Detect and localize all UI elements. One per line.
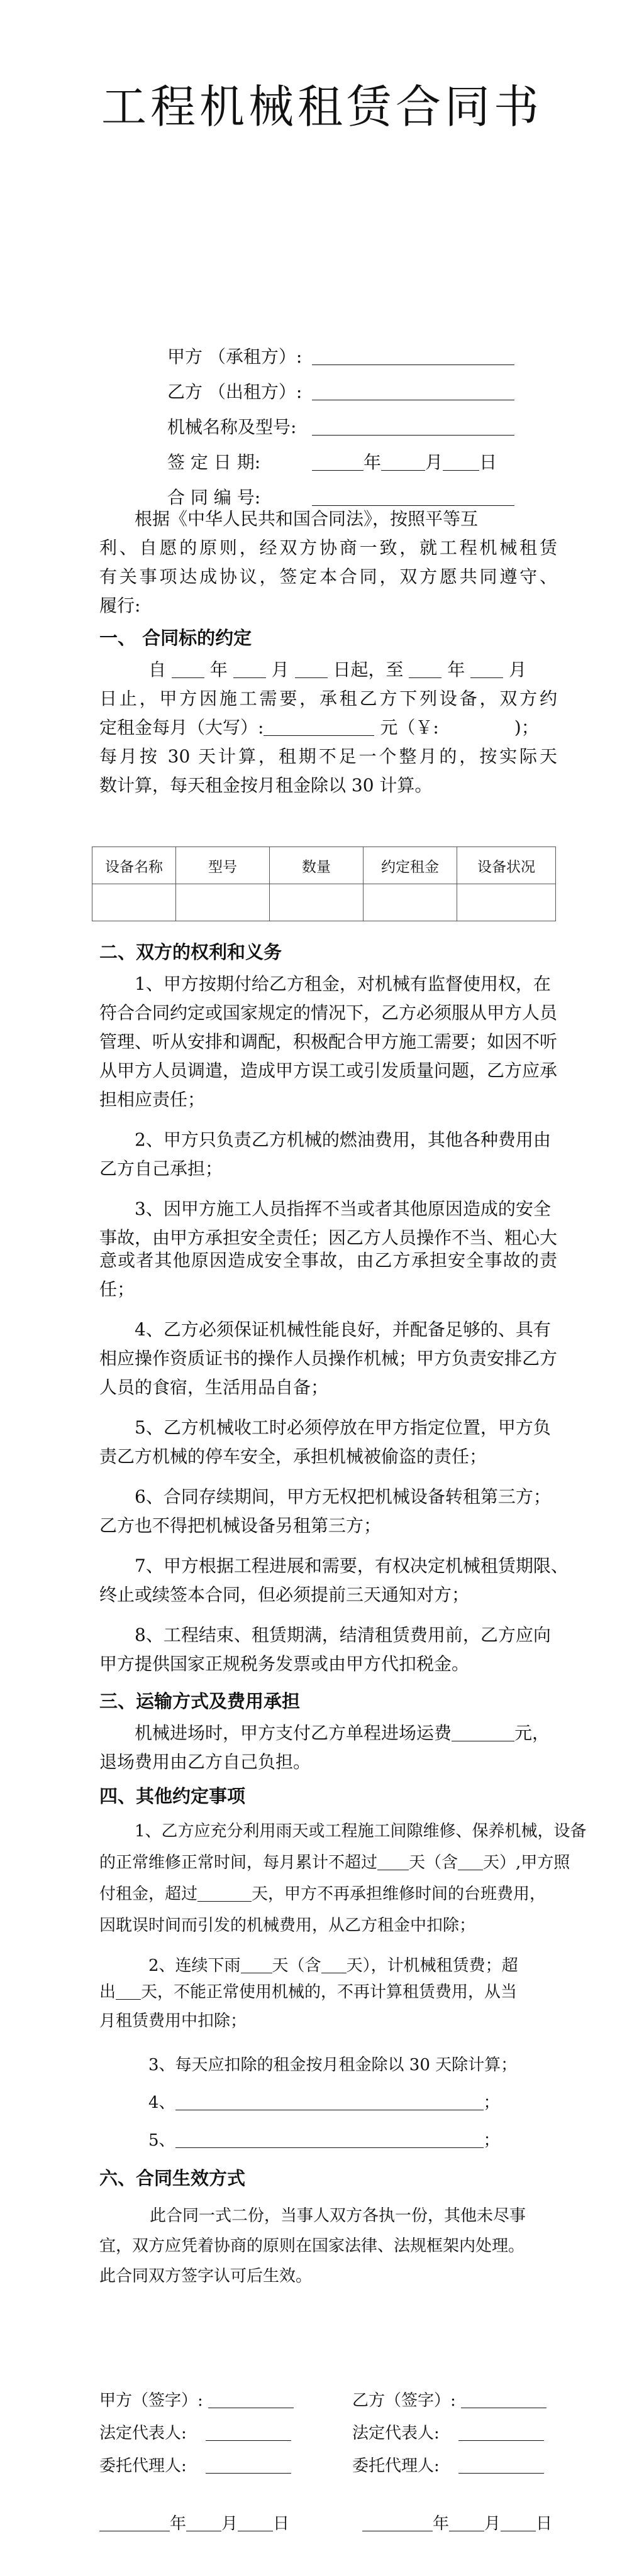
repair-days-incl-blank[interactable] xyxy=(458,1851,483,1870)
s2-item-3-line-1: 3、因甲方施工人员指挥不当或者其他原因造成的安全 xyxy=(135,1198,551,1219)
s4-item-3: 3、每天应扣除的租金按月租金除以 30 天除计算； xyxy=(148,2056,518,2075)
party-a-agent-blank[interactable] xyxy=(206,2454,291,2474)
s4-item-1-line-3: 付租金，超过 天，甲方不再承担维修时间的台班费用， xyxy=(99,1882,546,1907)
s2-item-1-line-1: 1、甲方按期付给乙方租金，对机械有监督使用权，在 xyxy=(135,973,551,994)
party-b-rep-blank[interactable] xyxy=(458,2421,544,2441)
s2-item-1-line-4: 从甲方人员调遣，造成甲方误工或引发质量问题，乙方应承 xyxy=(99,1060,558,1081)
s3-line-1: 机械进场时，甲方支付乙方单程进场运费 元， xyxy=(135,1723,550,1743)
party-a-date: 年 月 日 xyxy=(99,2511,289,2536)
year-text: 年 xyxy=(364,452,382,473)
s2-item-7-line-2: 终止或续签本合同，但必须提前三天通知对方； xyxy=(99,1584,470,1605)
month-text: 月 xyxy=(425,452,443,473)
lessee-blank[interactable] xyxy=(312,381,514,400)
col-model: 型号 xyxy=(176,847,270,884)
s4-item-2-line-3: 月租赁费用中扣除； xyxy=(99,2012,247,2031)
party-a-month-blank[interactable] xyxy=(186,2512,221,2531)
repair-days-blank[interactable] xyxy=(377,1851,409,1870)
extra-term-5-blank[interactable] xyxy=(175,2129,484,2148)
rain-days-incl-blank[interactable] xyxy=(321,1954,347,1973)
machine-label: 机械名称及型号: xyxy=(167,417,297,437)
s1-line-5: 数计算，每天租金按月租金除以 30 计算。 xyxy=(99,775,433,796)
rent-words-blank[interactable] xyxy=(264,716,374,736)
lessor-blank[interactable] xyxy=(312,346,514,365)
start-day-blank[interactable] xyxy=(295,659,328,678)
party-b-rep: 法定代表人: xyxy=(352,2421,544,2446)
rain-excess-blank[interactable] xyxy=(116,1980,141,2000)
party-b-sign-blank[interactable] xyxy=(461,2389,547,2408)
s4-item-2-line-1: 2、连续下雨 天（含 天），计机械租赁费；超 xyxy=(148,1953,518,1978)
col-rent: 约定租金 xyxy=(364,847,457,884)
col-quantity: 数量 xyxy=(270,847,364,884)
table-cell[interactable] xyxy=(270,884,364,921)
section-6-heading: 六、合同生效方式 xyxy=(99,2168,246,2189)
lessee-label: 乙方 （出租方）: xyxy=(167,381,303,402)
party-b-month-blank[interactable] xyxy=(449,2512,484,2531)
intro-line-1: 根据《中华人民共和国合同法》，按照平等互 xyxy=(135,508,479,529)
party-a-sign-blank[interactable] xyxy=(208,2389,294,2408)
party-b-year-blank[interactable] xyxy=(362,2512,433,2531)
s4-item-1-line-1: 1、乙方应充分利用雨天或工程施工间隙维修、保养机械，设备 xyxy=(135,1822,587,1841)
s3-line-2: 退场费用由乙方自己负担。 xyxy=(99,1751,311,1772)
extra-term-4-blank[interactable] xyxy=(175,2091,484,2110)
party-a-sign: 甲方（签字）: xyxy=(99,2388,294,2413)
party-b-sign: 乙方（签字）: xyxy=(352,2388,547,2413)
end-year-blank[interactable] xyxy=(409,659,441,678)
s2-item-4-line-2: 相应操作资质证书的操作人员操作机械；甲方负责安排乙方 xyxy=(99,1348,558,1369)
intro-line-3: 有关事项达成协议，签定本合同，双方愿共同遵守、 xyxy=(99,566,557,587)
machine-blank[interactable] xyxy=(312,416,514,436)
s6-line-1: 此合同一式二份，当事人双方各执一份，其他未尽事 xyxy=(150,2206,526,2225)
party-a-rep-blank[interactable] xyxy=(206,2421,291,2441)
intro-line-4: 履行: xyxy=(99,595,141,616)
party-b-agent: 委托代理人: xyxy=(352,2453,544,2479)
table-cell[interactable] xyxy=(92,884,176,921)
machine-field xyxy=(167,415,514,440)
day-text: 日 xyxy=(479,452,497,473)
s2-item-2-line-1: 2、甲方只负责乙方机械的燃油费用，其他各种费用由 xyxy=(135,1129,551,1150)
sign-date-field xyxy=(167,450,497,475)
contract-no-blank[interactable] xyxy=(312,486,514,506)
s2-item-8-line-2: 甲方提供国家正规税务发票或由甲方代扣税金。 xyxy=(99,1653,470,1674)
table-row xyxy=(92,884,556,921)
section-3-heading: 三、运输方式及费用承担 xyxy=(99,1691,301,1712)
document-title: 工程机械租赁合同书 xyxy=(101,80,543,133)
s2-item-3-line-3: 意或者其他原因造成安全事故，由乙方承担安全事故的责 xyxy=(99,1250,557,1271)
party-a-rep: 法定代表人: xyxy=(99,2421,291,2446)
shipping-fee-blank[interactable] xyxy=(452,1722,514,1741)
rain-days-blank[interactable] xyxy=(241,1954,272,1973)
s2-item-3-line-4: 任； xyxy=(99,1279,135,1300)
col-condition: 设备状况 xyxy=(457,847,556,884)
table-cell[interactable] xyxy=(364,884,457,921)
s6-line-3: 此合同双方签字认可后生效。 xyxy=(99,2267,313,2286)
s2-item-4-line-1: 4、乙方必须保证机械性能良好，并配备足够的、具有 xyxy=(135,1319,551,1340)
s2-item-4-line-3: 人员的食宿，生活用品自备； xyxy=(99,1377,329,1398)
s2-item-1-line-2: 符合合同约定或国家规定的情况下，乙方必须服从甲方人员 xyxy=(99,1002,558,1023)
end-month-blank[interactable] xyxy=(470,659,503,678)
s2-item-5-line-1: 5、乙方机械收工时必须停放在甲方指定位置，甲方负 xyxy=(135,1417,551,1438)
lessee-field xyxy=(167,380,514,405)
sign-date-label: 签 定 日 期: xyxy=(167,452,261,473)
s2-item-8-line-1: 8、工程结束、租赁期满，结清租赁费用前，乙方应向 xyxy=(135,1625,551,1645)
col-equipment-name: 设备名称 xyxy=(92,847,176,884)
table-header-row xyxy=(92,847,556,884)
lessor-field xyxy=(167,344,514,370)
s2-item-1-line-3: 管理、听从安排和调配，积极配合甲方施工需要；如因不听 xyxy=(99,1031,558,1052)
sign-day-blank[interactable] xyxy=(443,451,479,471)
s4-item-4: 4、 ； xyxy=(148,2090,500,2115)
overtime-days-blank[interactable] xyxy=(197,1882,252,1902)
lessor-label: 甲方 （承租方）: xyxy=(167,346,303,367)
s2-item-7-line-1: 7、甲方根据工程进展和需要，有权决定机械租赁期限、 xyxy=(135,1555,569,1576)
s4-item-1-line-2: 的正常维修正常时间，每月累计不超过 天（含 天）,甲方照 xyxy=(99,1850,570,1875)
s2-item-5-line-2: 责乙方机械的停车安全，承担机械被偷盗的责任； xyxy=(99,1446,487,1467)
sign-month-blank[interactable] xyxy=(381,451,425,471)
party-b-day-blank[interactable] xyxy=(501,2512,536,2531)
table-cell[interactable] xyxy=(176,884,270,921)
s2-item-3-line-2: 事故，由甲方承担安全责任；因乙方人员操作不当、粗心大 xyxy=(99,1227,558,1248)
start-year-blank[interactable] xyxy=(172,659,204,678)
s4-item-2-line-2: 出 天，不能正常使用机械的，不再计算租赁费用，从当 xyxy=(99,1980,517,2005)
table-cell[interactable] xyxy=(457,884,556,921)
s2-item-6-line-2: 乙方也不得把机械设备另租第三方； xyxy=(99,1515,382,1536)
s4-item-5: 5、 ； xyxy=(148,2128,500,2153)
s1-line-2: 日止，甲方因施工需要，承租乙方下列设备，双方约 xyxy=(99,688,557,709)
s1-line-3: 定租金每月（大写）: 元（￥: )； xyxy=(99,717,539,738)
contract-no-label: 合 同 编 号: xyxy=(167,487,261,508)
party-a-day-blank[interactable] xyxy=(238,2512,273,2531)
s1-line-1: 自 年 月 日起，至 年 月 xyxy=(148,659,527,680)
s1-line-4: 每月按 30 天计算，租期不足一个整月的，按实际天 xyxy=(99,746,557,767)
party-a-agent: 委托代理人: xyxy=(99,2453,291,2479)
s2-item-2-line-2: 乙方自己承担； xyxy=(99,1158,223,1179)
party-a-year-blank[interactable] xyxy=(99,2512,170,2531)
s6-line-2: 宜，双方应凭着协商的原则在国家法律、法规框架内处理。 xyxy=(99,2237,525,2255)
section-2-heading: 二、双方的权利和义务 xyxy=(99,941,282,963)
section-4-heading: 四、其他约定事项 xyxy=(99,1785,246,1807)
party-b-date: 年 月 日 xyxy=(362,2511,552,2536)
s4-item-1-line-4: 因耽误时间而引发的机械费用，从乙方租金中扣除； xyxy=(99,1916,476,1935)
s2-item-1-line-5: 担相应责任； xyxy=(99,1089,206,1110)
start-month-blank[interactable] xyxy=(233,659,266,678)
equipment-table xyxy=(92,847,556,921)
section-1-heading: 一、 合同标的约定 xyxy=(99,627,252,649)
sign-year-blank[interactable] xyxy=(312,451,364,471)
s2-item-6-line-1: 6、合同存续期间，甲方无权把机械设备转租第三方； xyxy=(135,1486,551,1507)
party-b-agent-blank[interactable] xyxy=(458,2454,544,2474)
intro-line-2: 利、自愿的原则，经双方协商一致，就工程机械租赁 xyxy=(99,537,557,558)
